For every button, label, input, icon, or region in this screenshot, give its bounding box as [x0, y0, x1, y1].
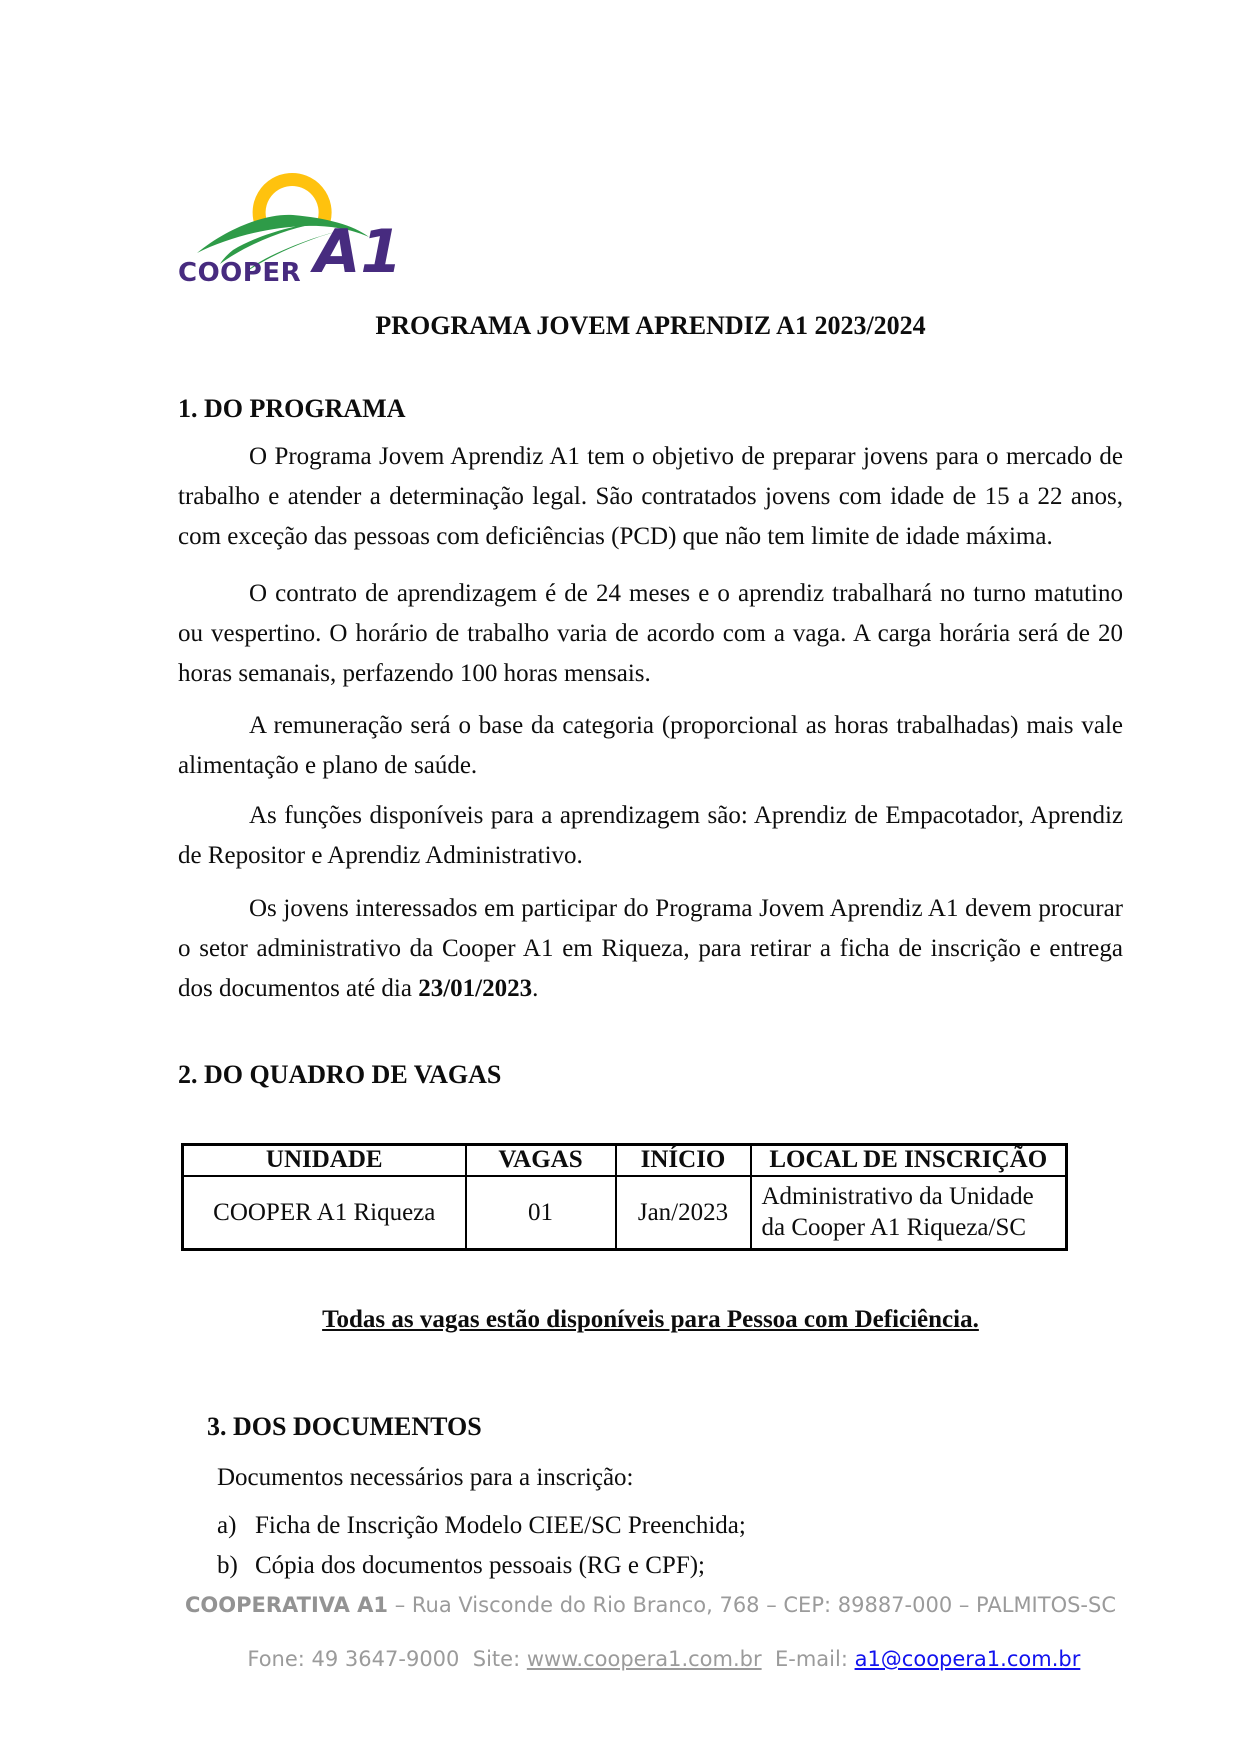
list-text-a: Ficha de Inscrição Modelo CIEE/SC Preenchida; — [255, 1512, 746, 1539]
cell-vagas: 01 — [466, 1176, 616, 1250]
footer-address: – Rua Visconde do Rio Branco, 768 – CEP: 89887-000 – PALMITOS-SC — [388, 1593, 1117, 1617]
header-unidade: UNIDADE — [183, 1145, 466, 1176]
section-1-heading: 1. DO PROGRAMA — [178, 394, 406, 423]
cell-local: Administrativo da Unidade da Cooper A1 Riqueza/SC — [751, 1176, 1067, 1250]
cell-inicio: Jan/2023 — [616, 1176, 751, 1250]
section-3-heading: 3. DOS DOCUMENTOS — [207, 1412, 482, 1441]
list-item-b — [217, 1552, 1097, 1580]
table-header-row — [183, 1145, 1067, 1176]
cell-unidade: COOPER A1 Riqueza — [183, 1176, 466, 1250]
enrollment-text: Os jovens interessados em participar do Programa Jovem Aprendiz A1 devem procurar o setor administrativo da Cooper A1 em Riqueza, para retirar a ficha de inscrição e entrega dos documentos até dia — [178, 895, 1123, 1002]
footer-email-link[interactable]: a1@coopera1.com.br — [854, 1647, 1081, 1671]
paragraph-pay: A remuneração será o base da categoria (proporcional as horas trabalhadas) mais vale alimentação e plano de saúde. — [178, 712, 1123, 779]
header-vagas: VAGAS — [466, 1145, 616, 1176]
page-footer — [178, 1592, 1123, 1700]
list-text-b: Cópia dos documentos pessoais (RG e CPF); — [255, 1552, 705, 1579]
enrollment-deadline: 23/01/2023 — [418, 975, 533, 1002]
list-item-a — [217, 1512, 1097, 1540]
vacancies-table — [181, 1143, 1068, 1251]
paragraph-roles: As funções disponíveis para a aprendizagem são: Aprendiz de Empacotador, Aprendiz de Repositor e Aprendiz Administrativo. — [178, 802, 1123, 869]
cooper-a1-logo — [172, 160, 404, 288]
paragraph-contract: O contrato de aprendizagem é de 24 meses e o aprendiz trabalhará no turno matutino ou vespertino. O horário de trabalho varia de acordo com a vaga. A carga horária será de 20 horas semanais, perfazendo 100 horas mensais. — [178, 580, 1123, 687]
header-local: LOCAL DE INSCRIÇÃO — [751, 1145, 1067, 1176]
footer-phone: Fone: 49 3647-9000 Site: — [247, 1647, 527, 1671]
paragraph-program-goal: O Programa Jovem Aprendiz A1 tem o objetivo de preparar jovens para o mercado de trabalho e atender a determinação legal. São contratados jovens com idade de 15 a 22 anos, com exceção das pessoas com deficiências (PCD) que não tem limite de idade máxima. — [178, 443, 1123, 550]
documents-intro: Documentos necessários para a inscrição: — [217, 1464, 634, 1491]
footer-site-link[interactable]: www.coopera1.com.br — [526, 1647, 762, 1671]
table-row — [183, 1176, 1067, 1250]
footer-org-name: COOPERATIVA A1 — [184, 1593, 389, 1617]
footer-email-label: E-mail: — [761, 1647, 855, 1671]
list-marker-a: a) — [217, 1512, 237, 1539]
logo-mark-text: A1 — [314, 217, 403, 287]
page-title: PROGRAMA JOVEM APRENDIZ A1 2023/2024 — [375, 311, 926, 340]
list-marker-b: b) — [217, 1552, 238, 1579]
section-2-heading: 2. DO QUADRO DE VAGAS — [178, 1060, 502, 1089]
header-inicio: INÍCIO — [616, 1145, 751, 1176]
paragraph-enrollment — [178, 889, 1123, 1009]
pcd-notice: Todas as vagas estão disponíveis para Pessoa com Deficiência. — [322, 1306, 979, 1333]
enrollment-period: . — [532, 975, 539, 1002]
logo-brand-text: COOPER — [178, 258, 302, 288]
